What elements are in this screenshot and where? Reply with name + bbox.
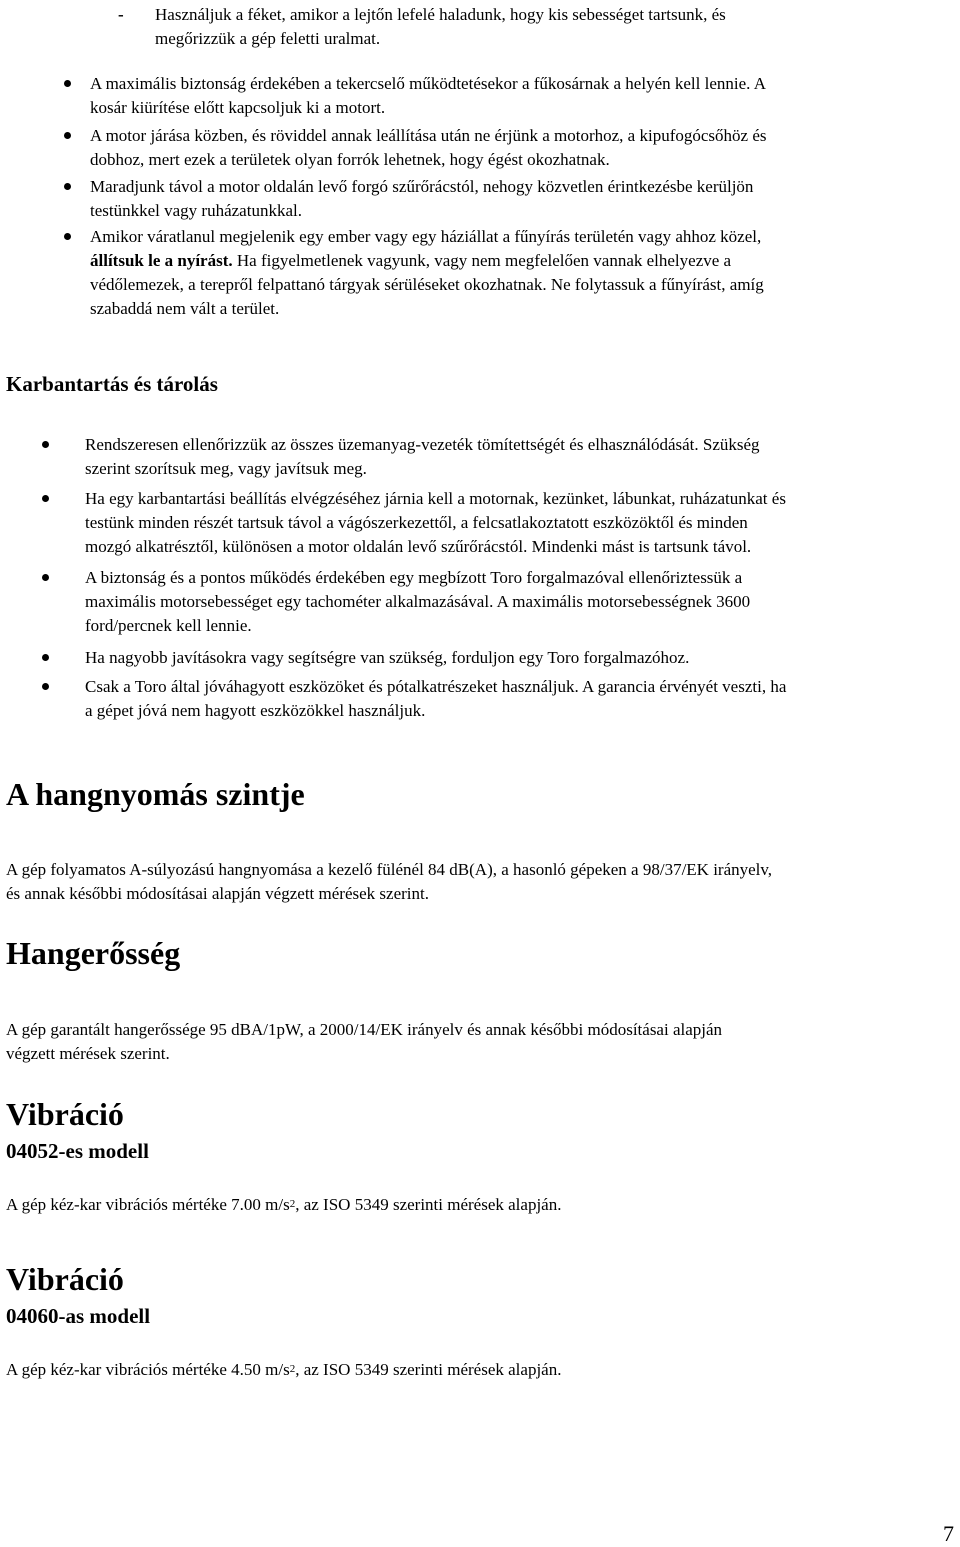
maintenance-line: ford/percnek kell lennie. [85,616,252,635]
maintenance-line: a gépet jóvá nem hagyott eszközökkel használjuk. [85,701,426,720]
bullet-icon [42,441,49,448]
model-subheading: 04052-es modell [6,1139,149,1163]
maintenance-line: mozgó alkatrésztől, különösen a motor oldalán levő szűrőrácstól. Mindenki mást is tartsunk távol. [85,537,752,556]
vibration-text-part: , az ISO 5349 szerinti mérések alapján. [295,1195,562,1214]
maintenance-line: Csak a Toro által jóváhagyott eszközöket és pótalkatrészeket használjuk. A garancia érvényét veszti, ha [85,677,787,696]
maintenance-line: maximális motorsebességet egy tachométer alkalmazásával. A maximális motorsebességnek 3600 [85,592,751,611]
page-number: 7 [943,1521,954,1546]
safety-line: dobhoz, mert ezek a területek olyan forrók lehetnek, hogy égést okozhatnak. [90,150,610,169]
superscript: 2 [289,1198,296,1210]
bullet-icon [64,132,71,139]
maintenance-line: Ha egy karbantartási beállítás elvégzéséhez járnia kell a motornak, kezünket, lábunkat, ruházatunkat és [85,489,786,508]
superscript: 2 [289,1363,296,1375]
safety-line: Amikor váratlanul megjelenik egy ember vagy egy háziállat a fűnyírás területén vagy ahhoz közel, [90,227,762,246]
section-heading-sound-pressure: A hangnyomás szintje [6,776,305,812]
intro-line: Használjuk a féket, amikor a lejtőn lefelé haladunk, hogy kis sebességet tartsunk, és [155,5,726,24]
maintenance-line: A biztonság és a pontos működés érdekében egy megbízott Toro forgalmazóval ellenőriztessük a [85,568,743,587]
model-subheading: 04060-as modell [6,1304,151,1328]
bullet-icon [42,495,49,502]
vibration-text-part: , az ISO 5349 szerinti mérések alapján. [295,1360,562,1379]
vibration-text-part: A gép kéz-kar vibrációs mértéke 4.50 m/s [6,1360,290,1379]
maintenance-line: testünk minden részét tartsuk távol a vágószerkezettől, a felcsatlakoztatott eszközöktől és minden [85,513,748,532]
bullet-icon [42,574,49,581]
bullet-icon [42,654,49,661]
safety-text: Ha figyelmetlenek vagyunk, vagy nem megfelelően vannak elhelyezve a [232,251,732,270]
vibration-text [6,1358,561,1382]
maintenance-line: Ha nagyobb javításokra vagy segítségre van szükség, forduljon egy Toro forgalmazóhoz. [85,648,690,667]
bold-instruction: állítsuk le a nyírást. [90,251,233,270]
safety-line: A motor járása közben, és röviddel annak leállítása után ne érjünk a motorhoz, a kipufogócsőhöz és [90,126,767,145]
section-heading-maintenance: Karbantartás és tárolás [6,372,218,396]
paragraph-line: és annak későbbi módosításai alapján végzett mérések szerint. [6,884,429,903]
safety-line: szabaddá nem vált a terület. [90,299,280,318]
safety-line: kosár kiürítése előtt kapcsoljuk ki a motort. [90,98,386,117]
bullet-icon [64,233,71,240]
paragraph-line: A gép folyamatos A-súlyozású hangnyomása a kezelő fülénél 84 dB(A), a hasonló gépeken a 98/37/EK irányelv, [6,860,773,879]
section-heading-sound-power: Hangerősség [6,935,181,971]
bullet-icon [64,183,71,190]
paragraph-line: végzett mérések szerint. [6,1044,170,1063]
intro-line: megőrizzük a gép feletti uralmat. [155,29,381,48]
vibration-text-part: A gép kéz-kar vibrációs mértéke 7.00 m/s [6,1195,290,1214]
safety-line: Maradjunk távol a motor oldalán levő forgó szűrőrácstól, nehogy közvetlen érintkezésbe kerüljön [90,177,754,196]
dash-marker: - [118,5,124,24]
vibration-text [6,1193,561,1217]
maintenance-line: szerint szorítsuk meg, vagy javítsuk meg. [85,459,367,478]
bullet-icon [64,80,71,87]
safety-line [90,249,731,273]
maintenance-line: Rendszeresen ellenőrizzük az összes üzemanyag-vezeték tömítettségét és elhasználódását. Szükség [85,435,760,454]
section-heading-vibration: Vibráció [6,1261,124,1297]
bullet-icon [42,683,49,690]
paragraph-line: A gép garantált hangerőssége 95 dBA/1pW, a 2000/14/EK irányelv és annak későbbi módosításai alapján [6,1020,723,1039]
section-heading-vibration: Vibráció [6,1096,124,1132]
safety-line: testünkkel vagy ruházatunkkal. [90,201,302,220]
safety-line: A maximális biztonság érdekében a tekercselő működtetésekor a fűkosárnak a helyén kell lennie. A [90,74,766,93]
safety-line: védőlemezek, a terepről felpattanó tárgyak sérüléseket okozhatnak. Ne folytassuk a fűnyírást, amíg [90,275,764,294]
